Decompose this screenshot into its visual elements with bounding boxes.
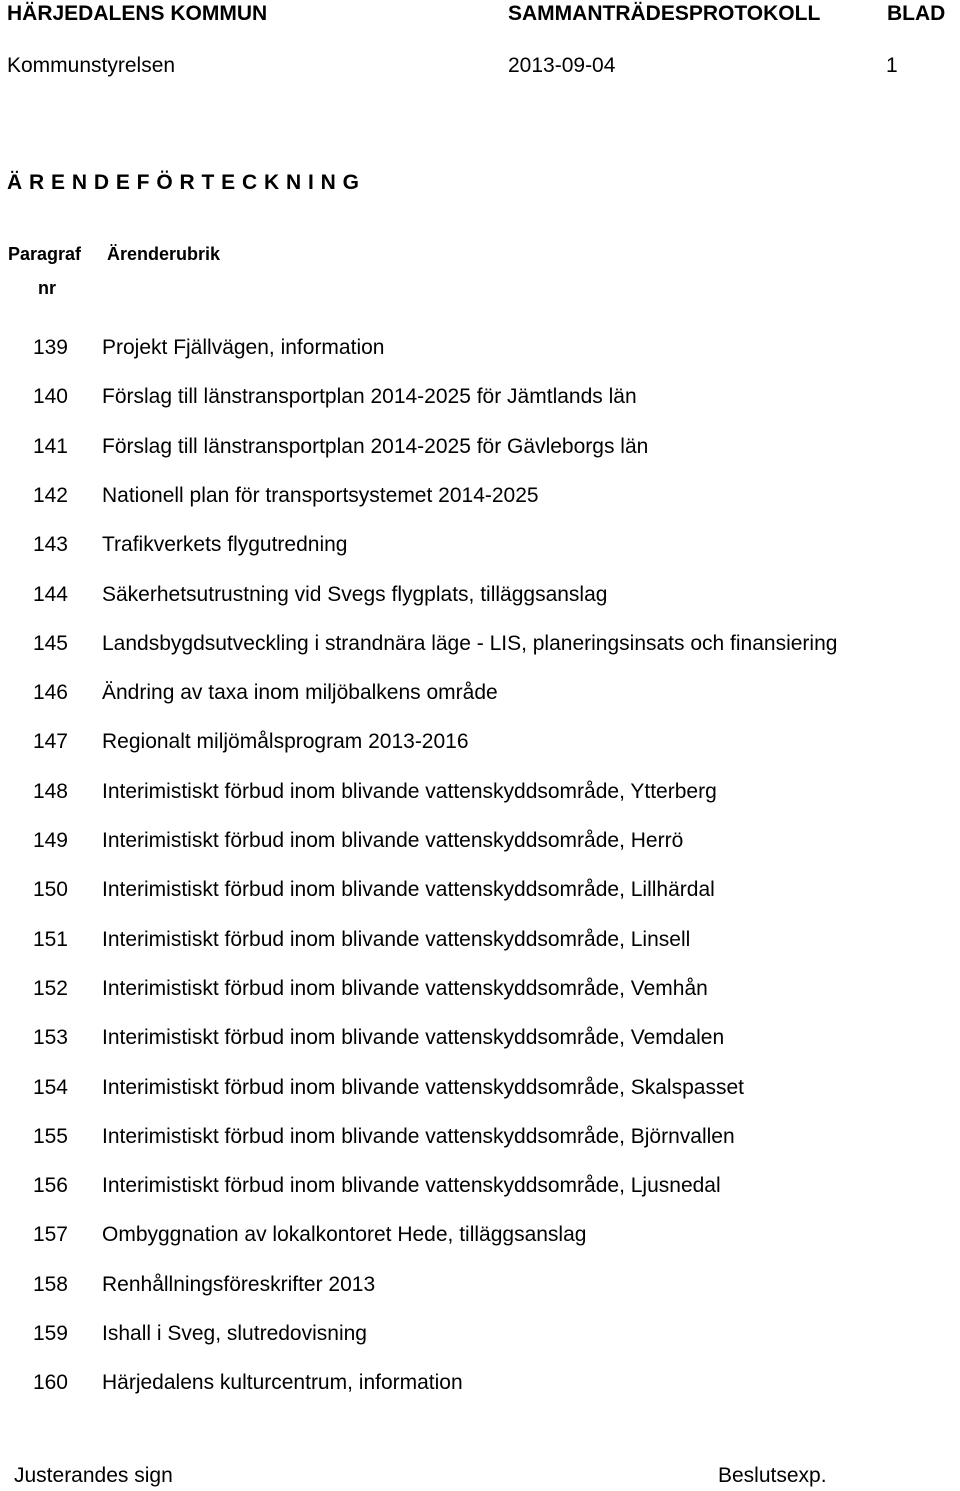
- item-number: 160: [32, 1371, 68, 1395]
- column-header-paragraf: Paragraf: [8, 244, 82, 264]
- item-number: 155: [32, 1124, 68, 1148]
- item-number: 156: [32, 1174, 68, 1198]
- item-number: 145: [32, 631, 68, 655]
- item-title: Trafikverkets flygutredning: [102, 533, 348, 557]
- item-title: Härjedalens kulturcentrum, information: [102, 1371, 463, 1395]
- item-title: Interimistiskt förbud inom blivande vattenskyddsområde, Lillhärdal: [102, 878, 715, 902]
- item-number: 147: [32, 730, 68, 754]
- item-number: 146: [32, 681, 68, 705]
- item-number: 144: [32, 582, 68, 606]
- beslutsexp-label: Beslutsexp.: [718, 1464, 827, 1487]
- column-header-nr: nr: [38, 278, 56, 298]
- justerandes-sign-label: Justerandes sign: [14, 1464, 173, 1487]
- item-title: Ombyggnation av lokalkontoret Hede, tilläggsanslag: [102, 1223, 587, 1247]
- item-number: 140: [32, 385, 68, 409]
- page-number: 1: [886, 54, 898, 77]
- item-number: 152: [32, 976, 68, 1000]
- item-title: Förslag till länstransportplan 2014-2025 för Jämtlands län: [102, 385, 637, 409]
- item-title: Landsbygdsutveckling i strandnära läge - LIS, planeringsinsats och finansiering: [102, 631, 838, 655]
- item-title: Interimistiskt förbud inom blivande vattenskyddsområde, Ljusnedal: [102, 1174, 721, 1198]
- item-title: Regionalt miljömålsprogram 2013-2016: [102, 730, 469, 754]
- item-number: 141: [32, 434, 68, 458]
- item-number: 158: [32, 1272, 68, 1296]
- item-title: Interimistiskt förbud inom blivande vattenskyddsområde, Herrö: [102, 829, 684, 852]
- item-number: 148: [32, 779, 68, 803]
- document-type: SAMMANTRÄDESPROTOKOLL: [508, 2, 821, 25]
- item-number: 159: [32, 1322, 68, 1345]
- item-number: 153: [32, 1026, 68, 1050]
- item-title: Interimistiskt förbud inom blivande vattenskyddsområde, Björnvallen: [102, 1124, 735, 1148]
- item-number: 150: [32, 878, 68, 902]
- column-header-arenderubrik: Ärenderubrik: [107, 244, 221, 264]
- item-title: Interimistiskt förbud inom blivande vattenskyddsområde, Skalspasset: [102, 1075, 744, 1099]
- item-number: 154: [32, 1075, 68, 1099]
- item-number: 151: [32, 927, 68, 951]
- item-title: Projekt Fjällvägen, information: [102, 336, 385, 359]
- item-title: Interimistiskt förbud inom blivande vattenskyddsområde, Vemhån: [102, 976, 708, 1000]
- item-number: 142: [32, 483, 68, 507]
- item-title: Renhållningsföreskrifter 2013: [102, 1272, 376, 1296]
- item-title: Säkerhetsutrustning vid Svegs flygplats, tilläggsanslag: [102, 582, 608, 606]
- item-title: Interimistiskt förbud inom blivande vattenskyddsområde, Vemdalen: [102, 1026, 725, 1050]
- item-number: 143: [32, 533, 68, 557]
- item-title: Ishall i Sveg, slutredovisning: [102, 1322, 367, 1345]
- committee-name: Kommunstyrelsen: [7, 54, 176, 77]
- item-title: Ändring av taxa inom miljöbalkens område: [102, 681, 498, 705]
- item-title: Interimistiskt förbud inom blivande vattenskyddsområde, Ytterberg: [102, 779, 717, 803]
- municipality-name: HÄRJEDALENS KOMMUN: [7, 2, 268, 25]
- item-title: Förslag till länstransportplan 2014-2025 för Gävleborgs län: [102, 434, 649, 458]
- item-number: 139: [32, 336, 68, 359]
- item-title: Interimistiskt förbud inom blivande vattenskyddsområde, Linsell: [102, 927, 691, 951]
- item-number: 149: [32, 829, 68, 852]
- meeting-date: 2013-09-04: [508, 54, 616, 77]
- item-number: 157: [32, 1223, 68, 1247]
- page-title: Ä R E N D E F Ö R T E C K N I N G: [7, 171, 360, 194]
- item-title: Nationell plan för transportsystemet 2014-2025: [102, 483, 539, 507]
- blad-label: BLAD: [887, 2, 946, 25]
